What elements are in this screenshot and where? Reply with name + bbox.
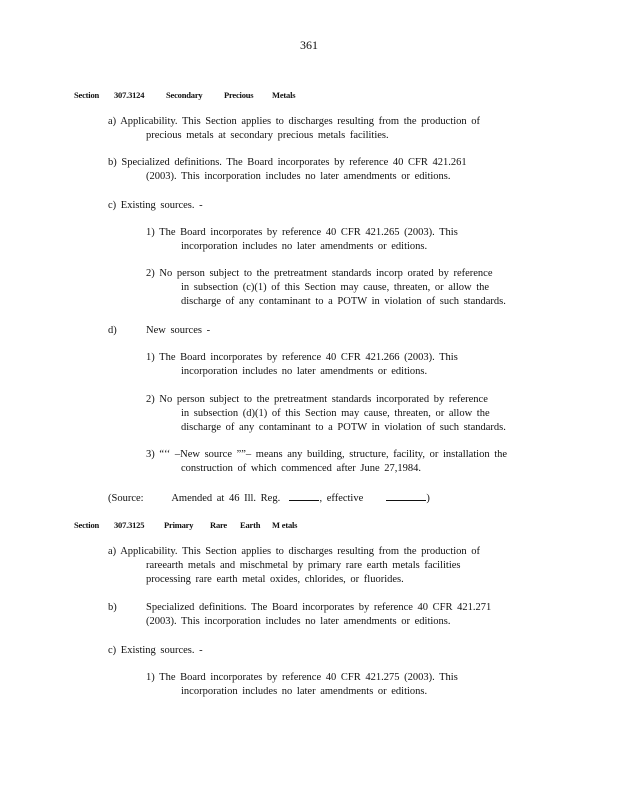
paragraph-line: 2) No person subject to the pretreatment standards incorporated by reference — [146, 394, 488, 405]
section-number: 307.3124 — [114, 90, 145, 100]
paragraph-line: construction of which commenced after June 27,1984. — [181, 463, 422, 474]
paragraph-heading: New sources - — [146, 325, 211, 336]
section-title-word: M etals — [272, 520, 298, 530]
source-amended: Amended at 46 Ill. Reg. — [171, 493, 281, 504]
section-heading-3124 — [74, 90, 295, 100]
paragraph-line: processing rare earth metal oxides, chlorides, or fluorides. — [146, 574, 404, 585]
paragraph-line: in subsection (d)(1) of this Section may cause, threaten, or allow the — [181, 408, 490, 419]
section-title-word: Metals — [272, 90, 296, 100]
paragraph-heading: c) Existing sources. - — [108, 200, 203, 211]
section-number: 307.3125 — [114, 520, 145, 530]
paragraph-line: b) Specialized definitions. The Board incorporates by reference 40 CFR 421.261 — [108, 157, 467, 168]
paragraph-line: 2) No person subject to the pretreatment standards incorp orated by reference — [146, 268, 493, 279]
paragraph-label: b) — [108, 602, 117, 613]
paragraph-line: incorporation includes no later amendments or editions. — [181, 366, 428, 377]
paragraph-line: in subsection (c)(1) of this Section may cause, threaten, or allow the — [181, 282, 490, 293]
paragraph-heading: c) Existing sources. - — [108, 645, 203, 656]
effective-date-blank — [386, 491, 426, 501]
section-label: Section — [74, 90, 100, 100]
source-note — [108, 491, 430, 504]
paragraph-line: a) Applicability. This Section applies to discharges resulting from the production of — [108, 546, 481, 557]
section-label: Section — [74, 520, 100, 530]
section-title-word: Precious — [224, 90, 254, 100]
section-heading-3125 — [74, 520, 297, 530]
page-number: 361 — [300, 38, 318, 52]
register-blank — [289, 491, 319, 501]
section-title-word: Primary — [164, 520, 194, 530]
paragraph-line: a) Applicability. This Section applies to discharges resulting from the production of — [108, 116, 481, 127]
section-title-word: Rare — [210, 520, 227, 530]
source-open: (Source: — [108, 493, 144, 504]
paragraph-line: incorporation includes no later amendments or editions. — [181, 686, 428, 697]
paragraph-line: incorporation includes no later amendments or editions. — [181, 241, 428, 252]
paragraph-line: (2003). This incorporation includes no later amendments or editions. — [146, 616, 451, 627]
paragraph-line: (2003). This incorporation includes no later amendments or editions. — [146, 171, 451, 182]
section-title-word: Earth — [240, 520, 261, 530]
paragraph-line: rareearth metals and mischmetal by primary rare earth metals facilities — [146, 560, 461, 571]
paragraph-line: Specialized definitions. The Board incorporates by reference 40 CFR 421.271 — [146, 602, 492, 613]
paragraph-line: precious metals at secondary precious metals facilities. — [146, 130, 389, 141]
paragraph-line: discharge of any contaminant to a POTW in violation of such standards. — [181, 296, 506, 307]
paragraph-line: 1) The Board incorporates by reference 40 CFR 421.266 (2003). This — [146, 352, 458, 363]
section-title-word: Secondary — [166, 90, 203, 100]
paragraph-label: d) — [108, 325, 117, 336]
paragraph-line: discharge of any contaminant to a POTW in violation of such standards. — [181, 422, 506, 433]
paragraph-line: 1) The Board incorporates by reference 40 CFR 421.275 (2003). This — [146, 672, 458, 683]
source-effective: , effective — [319, 493, 364, 504]
source-close: ) — [426, 493, 430, 504]
paragraph-line: 1) The Board incorporates by reference 40 CFR 421.265 (2003). This — [146, 227, 458, 238]
paragraph-line: 3) “‘‘ –New source ””– means any building, structure, facility, or installation the — [146, 449, 508, 460]
